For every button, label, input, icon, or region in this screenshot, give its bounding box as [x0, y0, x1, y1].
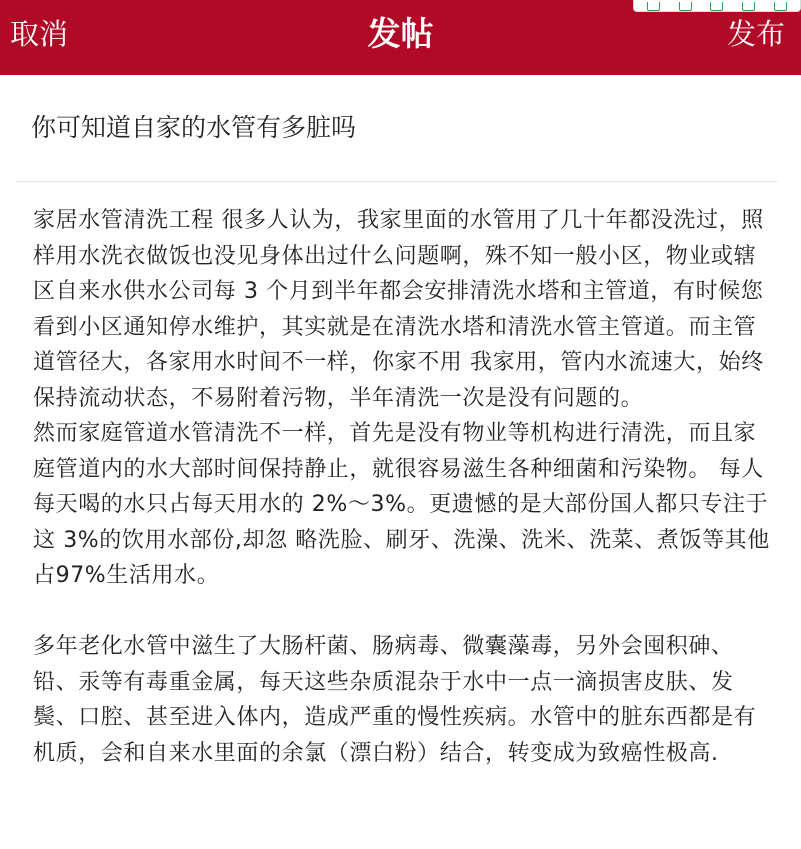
post-title-input[interactable]: 你可知道自家的水管有多脏吗 — [31, 113, 357, 142]
cancel-button[interactable]: 取消 — [10, 17, 69, 51]
expand-icon[interactable] — [679, 2, 692, 11]
floating-toolbar — [633, 0, 801, 12]
post-body-editor[interactable] — [33, 203, 773, 771]
paragraph-spacer — [33, 594, 773, 630]
clipboard-icon[interactable] — [647, 2, 660, 11]
page-title: 发帖 — [367, 14, 434, 53]
title-divider — [16, 181, 778, 182]
window-icon[interactable] — [742, 2, 755, 11]
publish-button[interactable]: 发布 — [726, 17, 785, 51]
settings-icon[interactable] — [774, 2, 787, 11]
body-paragraph: 多年老化水管中滋生了大肠杆菌、肠病毒、微囊藻毒，另外会囤积砷、铅、汞等有毒重金属，每天这些杂质混杂于水中一点一滴损害皮肤、发鬓、口腔、甚至进入体内，造成严重的慢性疾病。水管中的脏东西都是有机质，会和自来水里面的余氯（漂白粉）结合，转变成为致癌性极高. — [33, 634, 757, 766]
body-paragraph: 然而家庭管道水管清洗不一样，首先是没有物业等机构进行清洗，而且家庭管道内的水大部时间保持静止，就很容易滋生各种细菌和污染物。 每人每天喝的水只占每天用水的 2%～3%。更遗憾的是大部份国人都只专注于这 3%的饮用水部份,却忽 略洗脸、刷牙、洗澡、洗米、洗菜、煮饭等其他占97%生活用水。 — [33, 421, 770, 588]
home-icon[interactable] — [710, 2, 723, 11]
body-paragraph: 家居水管清洗工程 很多人认为，我家里面的水管用了几十年都没洗过，照样用水洗衣做饭也没见身体出过什么问题啊，殊不知一般小区，物业或辖区自来水供水公司每 3 个月到半年都会安排清洗水塔和主管道，有时候您看到小区通知停水维护，其实就是在清洗水塔和清洗水管主管道。而主管道管径大，各家用水时间不一样，你家不用 我家用，管内水流速大，始终保持流动状态，不易附着污物，半年清洗一次是没有问题的。 — [33, 208, 764, 411]
